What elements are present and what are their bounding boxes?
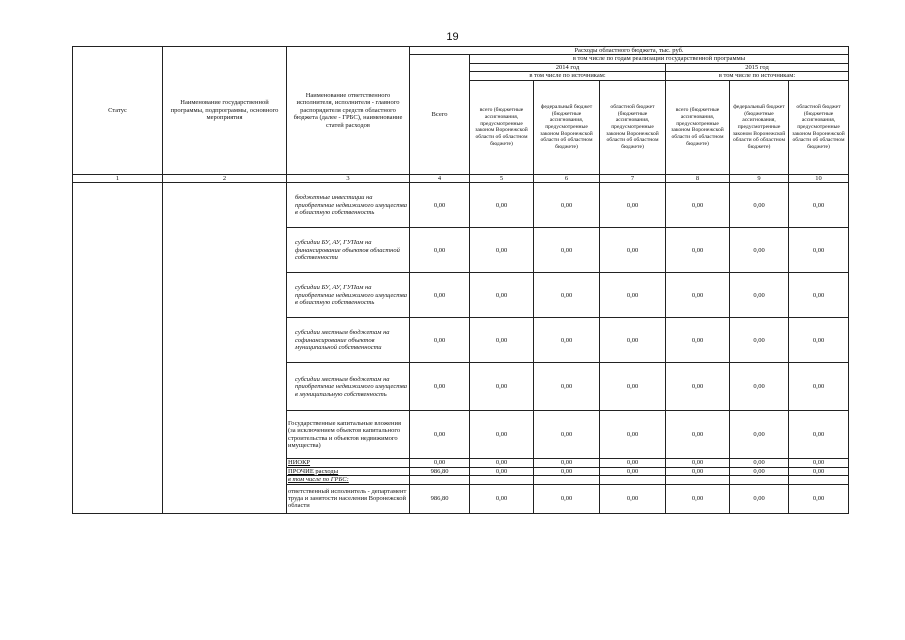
- row-label: субсидии местным бюджетам на приобретение недвижимого имущества в муниципальную собственность: [287, 363, 410, 411]
- row-value: 986,80: [410, 484, 470, 513]
- empty-cell: [789, 476, 849, 484]
- row-value: 0,00: [666, 183, 730, 228]
- column-numbers-row: [73, 174, 849, 182]
- row-value: 0,00: [789, 318, 849, 363]
- row-value: 0,00: [600, 411, 666, 459]
- row-value: 0,00: [600, 363, 666, 411]
- row-value: 0,00: [789, 363, 849, 411]
- row-value: 0,00: [600, 459, 666, 467]
- row-value: 0,00: [666, 467, 730, 475]
- row-value: 0,00: [410, 411, 470, 459]
- empty-cell: [534, 476, 600, 484]
- header-by-years: в том числе по годам реализации государственной программы: [470, 55, 849, 63]
- header-year-2015: 2015 год: [666, 63, 849, 71]
- col-number: 2: [163, 174, 287, 182]
- program-cell: [163, 183, 287, 513]
- row-value: 0,00: [789, 484, 849, 513]
- header-program-name: Наименование государственной программы, подпрограммы, основного мероприятия: [163, 47, 287, 175]
- row-value: 0,00: [730, 363, 789, 411]
- table-row: [73, 183, 849, 228]
- header-year-2014: 2014 год: [470, 63, 666, 71]
- row-value: 0,00: [410, 273, 470, 318]
- header-executor: Наименование ответственного исполнителя, исполнителя - главного распорядителя средств областного бюджета (далее - ГРБС), наименование статей расходов: [287, 47, 410, 175]
- row-value: 0,00: [534, 273, 600, 318]
- row-value: 0,00: [730, 183, 789, 228]
- row-value: 0,00: [534, 363, 600, 411]
- status-cell: [73, 183, 163, 513]
- page-number: 19: [446, 31, 459, 43]
- row-value: 0,00: [410, 183, 470, 228]
- row-value: 0,00: [410, 318, 470, 363]
- row-label: ПРОЧИЕ расходы: [287, 467, 410, 475]
- row-value: 0,00: [666, 484, 730, 513]
- row-value: 0,00: [534, 459, 600, 467]
- row-label: бюджетные инвестиции на приобретение недвижимого имущества в областную собственность: [287, 183, 410, 228]
- row-value: 0,00: [789, 467, 849, 475]
- row-value: 0,00: [789, 228, 849, 273]
- row-value: 0,00: [666, 318, 730, 363]
- empty-cell: [600, 476, 666, 484]
- row-value: 0,00: [534, 228, 600, 273]
- col-number: 6: [534, 174, 600, 182]
- row-value: 0,00: [789, 459, 849, 467]
- row-value: 0,00: [534, 467, 600, 475]
- row-value: 0,00: [534, 411, 600, 459]
- header-col-8: всего (бюджетные ассигнования, предусмотренные законом Воронежской области об областном бюджете): [666, 80, 730, 174]
- row-value: 0,00: [600, 228, 666, 273]
- row-value: 0,00: [666, 363, 730, 411]
- header-sources-2015: в том числе по источникам:: [666, 72, 849, 80]
- row-value: 0,00: [534, 318, 600, 363]
- row-value: 0,00: [470, 273, 534, 318]
- header-status: Статус: [73, 47, 163, 175]
- row-value: 0,00: [730, 484, 789, 513]
- header-col-7: областной бюджет (бюджетные ассигнования, предусмотренные законом Воронежской области об областном бюджете): [600, 80, 666, 174]
- col-number: 5: [470, 174, 534, 182]
- row-value: 986,80: [410, 467, 470, 475]
- row-label: НИОКР: [287, 459, 410, 467]
- col-number: 1: [73, 174, 163, 182]
- row-value: 0,00: [789, 273, 849, 318]
- empty-cell: [730, 476, 789, 484]
- row-value: 0,00: [600, 318, 666, 363]
- col-number: 9: [730, 174, 789, 182]
- row-value: 0,00: [410, 363, 470, 411]
- row-value: 0,00: [730, 459, 789, 467]
- row-label: Государственные капитальные вложения (за исключением объектов капитального строительства и объектов недвижимого имущества): [287, 411, 410, 459]
- row-value: 0,00: [534, 484, 600, 513]
- row-label: ответственный исполнитель - департамент труда и занятости населения Воронежской области: [287, 484, 410, 513]
- col-number: 7: [600, 174, 666, 182]
- row-value: 0,00: [470, 459, 534, 467]
- empty-cell: [410, 476, 470, 484]
- expenses-table: [72, 46, 849, 514]
- row-value: 0,00: [666, 273, 730, 318]
- row-label: субсидии местным бюджетам на софинансирование объектов муниципальной собственности: [287, 318, 410, 363]
- col-number: 4: [410, 174, 470, 182]
- header-sources-2014: в том числе по источникам:: [470, 72, 666, 80]
- row-value: 0,00: [730, 273, 789, 318]
- row-value: 0,00: [600, 467, 666, 475]
- row-value: 0,00: [730, 411, 789, 459]
- col-number: 3: [287, 174, 410, 182]
- empty-cell: [666, 476, 730, 484]
- row-value: 0,00: [730, 467, 789, 475]
- row-value: 0,00: [666, 411, 730, 459]
- row-label: субсидии БУ, АУ, ГУПам на приобретение недвижимого имущества в областную собственность: [287, 273, 410, 318]
- row-value: 0,00: [789, 411, 849, 459]
- row-label: субсидии БУ, АУ, ГУПам на финансирование объектов областной собственности: [287, 228, 410, 273]
- row-value: 0,00: [470, 228, 534, 273]
- col-number: 10: [789, 174, 849, 182]
- row-value: 0,00: [600, 273, 666, 318]
- row-value: 0,00: [410, 228, 470, 273]
- row-label: в том числе по ГРБС:: [287, 476, 410, 484]
- row-value: 0,00: [600, 183, 666, 228]
- row-value: 0,00: [600, 484, 666, 513]
- row-value: 0,00: [789, 183, 849, 228]
- col-number: 8: [666, 174, 730, 182]
- row-value: 0,00: [470, 484, 534, 513]
- row-value: 0,00: [666, 459, 730, 467]
- header-col-10: областной бюджет (бюджетные ассигнования, предусмотренные законом Воронежской области об областном бюджете): [789, 80, 849, 174]
- header-total: Всего: [410, 55, 470, 174]
- row-value: 0,00: [470, 411, 534, 459]
- empty-cell: [470, 476, 534, 484]
- row-value: 0,00: [666, 228, 730, 273]
- row-value: 0,00: [534, 183, 600, 228]
- header-col-5: всего (бюджетные ассигнования, предусмотренные законом Воронежской области об областном бюджете): [470, 80, 534, 174]
- row-value: 0,00: [410, 459, 470, 467]
- row-value: 0,00: [470, 363, 534, 411]
- header-expenses: Расходы областного бюджета, тыс. руб.: [410, 47, 849, 55]
- row-value: 0,00: [730, 318, 789, 363]
- row-value: 0,00: [470, 318, 534, 363]
- header-col-6: федеральный бюджет (бюджетные ассигнования, предусмотренные законом Воронежской области об областном бюджете): [534, 80, 600, 174]
- row-value: 0,00: [470, 183, 534, 228]
- header-col-9: федеральный бюджет (бюджетные ассигнования, предусмотренные законом Воронежской области об областном бюджете): [730, 80, 789, 174]
- row-value: 0,00: [730, 228, 789, 273]
- row-value: 0,00: [470, 467, 534, 475]
